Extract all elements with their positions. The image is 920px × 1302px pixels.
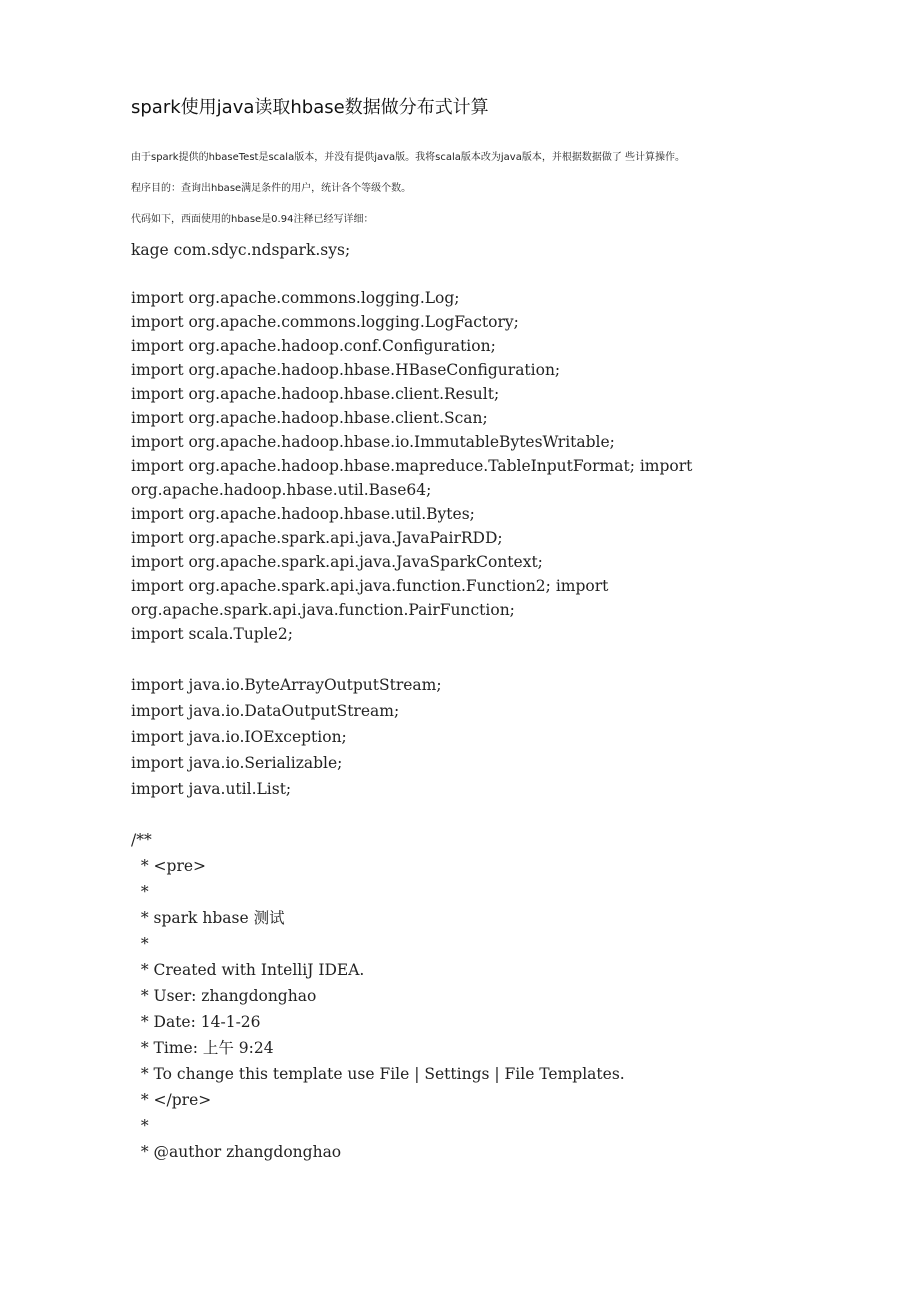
code-line: import org.apache.hadoop.hbase.client.Result; [131, 385, 500, 403]
code-line: import org.apache.commons.logging.LogFactory; [131, 313, 519, 331]
code-line: import java.io.Serializable; [131, 754, 343, 772]
intro-paragraph: 由于spark提供的hbaseTest是scala版本，并没有提供java版。我将scala版本改为java版本，并根据数据做了 些计算操作。 [131, 152, 686, 163]
code-line: import java.io.ByteArrayOutputStream; [131, 676, 442, 694]
code-line: import org.apache.commons.logging.Log; [131, 289, 460, 307]
code-line: import org.apache.spark.api.java.JavaPairRDD; [131, 529, 503, 547]
code-line: * [131, 1117, 149, 1135]
code-line: import scala.Tuple2; [131, 625, 293, 643]
code-line: * To change this template use File | Settings | File Templates. [131, 1065, 625, 1083]
document-title: spark使用java读取hbase数据做分布式计算 [131, 97, 489, 118]
code-intro-paragraph: 代码如下，西面使用的hbase是0.94注释已经写详细： [131, 214, 374, 225]
code-line: * @author zhangdonghao [131, 1143, 342, 1161]
code-line: * Date: 14-1-26 [131, 1013, 261, 1031]
code-line: * <pre> [131, 857, 207, 875]
code-line: import org.apache.hadoop.hbase.HBaseConfiguration; [131, 361, 561, 379]
code-line: * </pre> [131, 1091, 212, 1109]
code-line: import org.apache.hadoop.hbase.io.ImmutableBytesWritable; [131, 433, 615, 451]
code-block-java-imports [131, 673, 442, 803]
code-line: * spark hbase 测试 [131, 909, 285, 927]
code-line: org.apache.hadoop.hbase.util.Base64; [131, 481, 432, 499]
code-line: * User: zhangdonghao [131, 987, 317, 1005]
code-line: import org.apache.hadoop.hbase.util.Bytes; [131, 505, 475, 523]
code-line: kage com.sdyc.ndspark.sys; [131, 241, 351, 259]
code-line: import java.io.DataOutputStream; [131, 702, 400, 720]
code-line: import org.apache.hadoop.hbase.client.Scan; [131, 409, 488, 427]
code-line: import org.apache.spark.api.java.JavaSparkContext; [131, 553, 543, 571]
code-block-doc-comment [131, 828, 625, 1166]
code-line: org.apache.spark.api.java.function.PairFunction; [131, 601, 515, 619]
code-line: * [131, 935, 149, 953]
code-block-imports [131, 238, 692, 646]
code-line: /** [131, 831, 152, 849]
code-line: * Time: 上午 9:24 [131, 1039, 274, 1057]
code-line: import java.io.IOException; [131, 728, 347, 746]
code-line: * Created with IntelliJ IDEA. [131, 961, 365, 979]
code-line: import org.apache.hadoop.conf.Configuration; [131, 337, 496, 355]
code-line: import java.util.List; [131, 780, 292, 798]
code-line: * [131, 883, 149, 901]
code-line: import org.apache.spark.api.java.function.Function2; import [131, 577, 609, 595]
purpose-paragraph: 程序目的：查询出hbase满足条件的用户，统计各个等级个数。 [131, 183, 412, 194]
code-line: import org.apache.hadoop.hbase.mapreduce.TableInputFormat; import [131, 457, 693, 475]
code-line [131, 262, 692, 286]
